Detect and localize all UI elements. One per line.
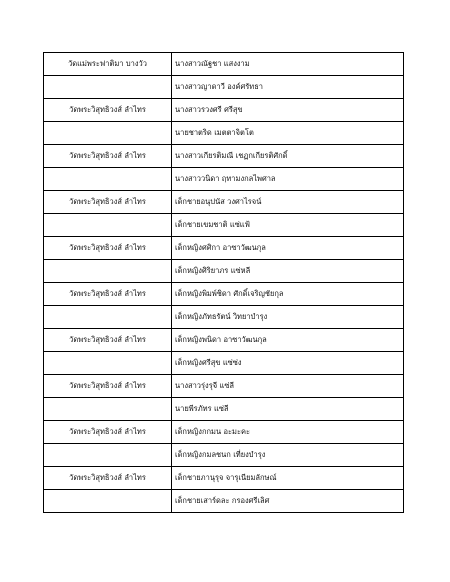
name-cell: นางสาวญาดาวี องค์ศรัทธา: [172, 76, 404, 99]
temple-cell: [44, 168, 172, 191]
temple-cell: วัดพระวิสุทธิวงส์ ลำไทร: [44, 237, 172, 260]
table-row: [44, 329, 404, 352]
name-cell: นางสาวณัฐชา แสงงาม: [172, 53, 404, 76]
table-row: [44, 168, 404, 191]
table-row: [44, 283, 404, 306]
table-row: [44, 76, 404, 99]
temple-cell: [44, 398, 172, 421]
temple-cell: วัดพระวิสุทธิวงส์ ลำไทร: [44, 191, 172, 214]
temple-cell: [44, 76, 172, 99]
table-row: [44, 421, 404, 444]
table-row: [44, 375, 404, 398]
name-cell: เด็กชายเสาร์ดละ กรองศรีเลิศ: [172, 490, 404, 513]
name-cell: เด็กหญิงพนิดา อาซาวัฒนกุล: [172, 329, 404, 352]
name-cell: เด็กหญิงกกมน อะมะคะ: [172, 421, 404, 444]
name-cell: เด็กชายเขมชาติ แซ่แฟ้: [172, 214, 404, 237]
temple-cell: วัดพระวิสุทธิวงส์ ลำไทร: [44, 375, 172, 398]
table-row: [44, 99, 404, 122]
table-row: [44, 122, 404, 145]
table-row: [44, 145, 404, 168]
temple-cell: [44, 490, 172, 513]
table-row: [44, 53, 404, 76]
name-cell: นายพีรภัทร แซ่ลี: [172, 398, 404, 421]
temple-cell: [44, 306, 172, 329]
temple-cell: [44, 260, 172, 283]
table-row: [44, 214, 404, 237]
table-row: [44, 260, 404, 283]
name-cell: เด็กชายภานุรุจ จารุเนียมลักษณ์: [172, 467, 404, 490]
name-cell: เด็กหญิงภัทธรัตน์ วิทยาบำรุง: [172, 306, 404, 329]
participant-table: [43, 52, 404, 513]
temple-cell: [44, 122, 172, 145]
name-cell: นางสาวเกียรติมณี เชฏกเกียรติศักดิ์: [172, 145, 404, 168]
name-cell: เด็กหญิงพิมพ์ชิดา ศักดิ์เจริญชัยกุล: [172, 283, 404, 306]
temple-cell: วัดพระวิสุทธิวงส์ ลำไทร: [44, 467, 172, 490]
temple-cell: วัดพระวิสุทธิวงส์ ลำไทร: [44, 329, 172, 352]
table-row: [44, 398, 404, 421]
temple-cell: วัดพระวิสุทธิวงส์ ลำไทร: [44, 283, 172, 306]
table-row: [44, 467, 404, 490]
temple-cell: วัดพระวิสุทธิวงส์ ลำไทร: [44, 99, 172, 122]
table-row: [44, 191, 404, 214]
temple-cell: [44, 352, 172, 375]
name-cell: เด็กหญิงศิริยาภร แซ่หลี: [172, 260, 404, 283]
name-cell: เด็กชายอนุปนัส วงศาไรจน์: [172, 191, 404, 214]
name-cell: เด็กหญิงศรีสุข แซ่ซ่ง: [172, 352, 404, 375]
table-row: [44, 444, 404, 467]
participant-table-body: [44, 53, 404, 513]
temple-cell: [44, 214, 172, 237]
temple-cell: วัดแม่พระฟาติมา บางวัว: [44, 53, 172, 76]
table-row: [44, 352, 404, 375]
name-cell: เด็กหญิงศศิกา อาซาวัฒนกุล: [172, 237, 404, 260]
name-cell: นางสาวรวงศรี ศรีสุข: [172, 99, 404, 122]
name-cell: นางสาวรุ่งรุจี แซ่ลี: [172, 375, 404, 398]
name-cell: นางสาววนิดา ฤทามงกลไพศาล: [172, 168, 404, 191]
table-row: [44, 237, 404, 260]
temple-cell: วัดพระวิสุทธิวงส์ ลำไทร: [44, 145, 172, 168]
temple-cell: [44, 444, 172, 467]
name-cell: เด็กหญิงกมลชนก เที่ยงบำรุง: [172, 444, 404, 467]
table-row: [44, 490, 404, 513]
name-cell: นายชาตริด เมตตาจิตโต: [172, 122, 404, 145]
temple-cell: วัดพระวิสุทธิวงส์ ลำไทร: [44, 421, 172, 444]
table-row: [44, 306, 404, 329]
